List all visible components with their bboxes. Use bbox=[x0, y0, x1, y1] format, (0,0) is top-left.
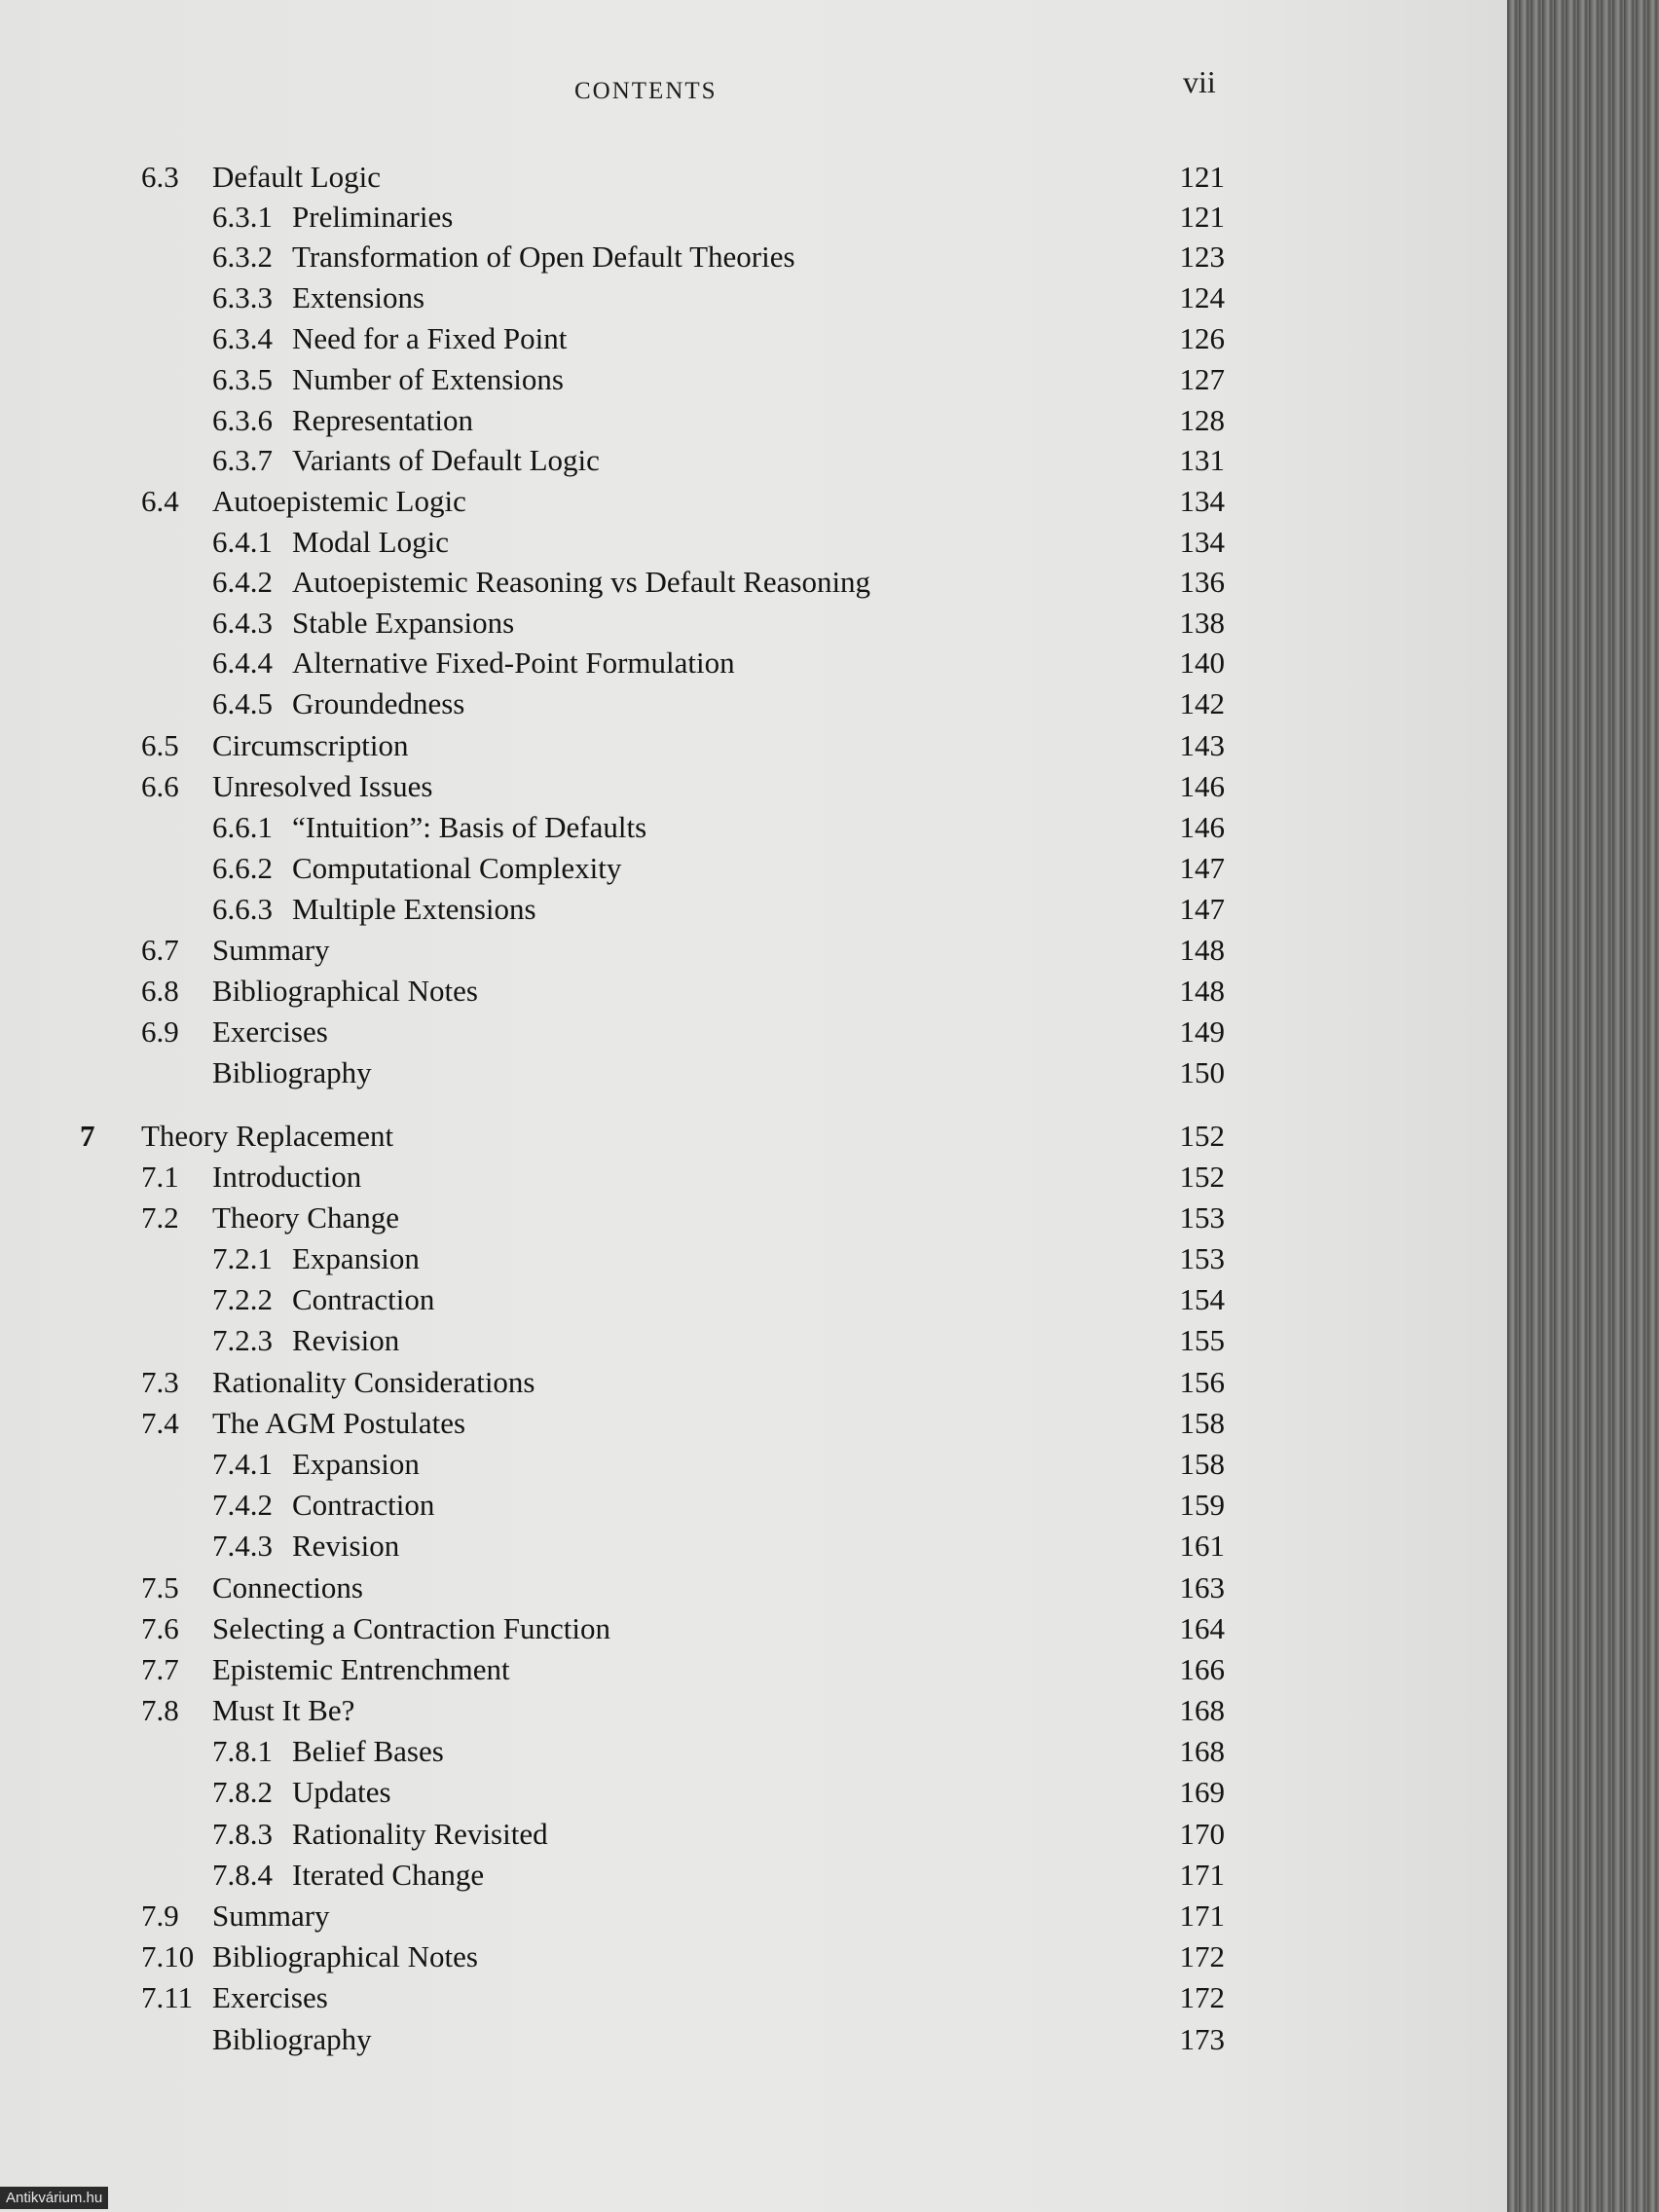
toc-entry-number: 6.4 bbox=[141, 484, 179, 518]
toc-entry-title: Summary bbox=[212, 1899, 330, 1933]
toc-entry-title: Rationality Revisited bbox=[292, 1817, 548, 1851]
toc-entry bbox=[0, 401, 1266, 440]
toc-entry bbox=[0, 1527, 1266, 1566]
toc-entry-number: 6.4.3 bbox=[212, 606, 273, 640]
toc-entry-page: 123 bbox=[1179, 240, 1225, 274]
running-head: CONTENTS bbox=[574, 78, 718, 104]
toc-entry-page: 152 bbox=[1179, 1119, 1225, 1153]
toc-entry-page: 168 bbox=[1179, 1734, 1225, 1768]
toc-entry bbox=[0, 1773, 1266, 1812]
toc-entry-title: Expansion bbox=[292, 1241, 420, 1275]
toc-entry-title: Introduction bbox=[212, 1160, 362, 1194]
toc-entry bbox=[0, 604, 1266, 643]
toc-entry-page: 142 bbox=[1179, 686, 1225, 720]
toc-entry-page: 173 bbox=[1179, 2022, 1225, 2056]
toc-entry bbox=[0, 158, 1266, 197]
toc-entry-number: 6.4.1 bbox=[212, 525, 273, 559]
toc-entry bbox=[0, 2020, 1266, 2059]
toc-entry-page: 153 bbox=[1179, 1200, 1225, 1235]
toc-entry-number: 7.2 bbox=[141, 1200, 179, 1235]
toc-entry-title: Autoepistemic Reasoning vs Default Reasoning bbox=[292, 565, 871, 599]
toc-entry bbox=[0, 1239, 1266, 1278]
toc-entry-title: Connections bbox=[212, 1570, 363, 1604]
toc-entry bbox=[0, 1978, 1266, 2017]
toc-entry-page: 127 bbox=[1179, 362, 1225, 396]
toc-entry bbox=[0, 1158, 1266, 1197]
toc-entry-page: 171 bbox=[1179, 1899, 1225, 1933]
toc-entry-title: Bibliographical Notes bbox=[212, 974, 478, 1008]
toc-entry-number: 6.7 bbox=[141, 933, 179, 967]
toc-entry-title: Revision bbox=[292, 1323, 400, 1357]
toc-entry-page: 121 bbox=[1179, 160, 1225, 194]
toc-entry-title: Must It Be? bbox=[212, 1693, 355, 1727]
toc-entry-title: Summary bbox=[212, 933, 330, 967]
toc-entry bbox=[0, 319, 1266, 358]
toc-entry bbox=[0, 1486, 1266, 1525]
toc-entry-page: 166 bbox=[1179, 1652, 1225, 1686]
toc-entry-number: 6.3.3 bbox=[212, 280, 273, 314]
toc-entry-page: 156 bbox=[1179, 1365, 1225, 1399]
toc-entry bbox=[0, 523, 1266, 562]
toc-entry-number: 6.6.1 bbox=[212, 810, 273, 844]
toc-entry bbox=[0, 1815, 1266, 1854]
toc-entry-page: 159 bbox=[1179, 1488, 1225, 1522]
toc-entry-title: Contraction bbox=[292, 1488, 435, 1522]
toc-entry-title: Variants of Default Logic bbox=[292, 443, 600, 477]
toc-entry-number: 6.3 bbox=[141, 160, 179, 194]
toc-entry-title: Theory Replacement bbox=[141, 1119, 394, 1153]
toc-entry-page: 172 bbox=[1179, 1939, 1225, 1973]
toc-entry-number: 7.8.1 bbox=[212, 1734, 273, 1768]
toc-entry bbox=[0, 931, 1266, 970]
toc-entry-page: 154 bbox=[1179, 1282, 1225, 1316]
toc-entry bbox=[0, 1013, 1266, 1051]
toc-entry-page: 147 bbox=[1179, 851, 1225, 885]
toc-entry-title: Need for a Fixed Point bbox=[292, 321, 568, 355]
toc-entry-number: 6.6 bbox=[141, 769, 179, 803]
toc-entry-number: 7.5 bbox=[141, 1570, 179, 1604]
toc-entry-title: Epistemic Entrenchment bbox=[212, 1652, 510, 1686]
toc-entry bbox=[0, 360, 1266, 399]
toc-entry-title: Extensions bbox=[292, 280, 425, 314]
toc-entry-title: The AGM Postulates bbox=[212, 1406, 466, 1440]
toc-entry-page: 143 bbox=[1179, 728, 1225, 762]
toc-entry-number: 6.5 bbox=[141, 728, 179, 762]
toc-entry-number: 6.3.1 bbox=[212, 200, 273, 234]
toc-entry-page: 148 bbox=[1179, 974, 1225, 1008]
toc-entry-page: 134 bbox=[1179, 484, 1225, 518]
toc-entry-title: Updates bbox=[292, 1775, 391, 1809]
toc-entry-title: Unresolved Issues bbox=[212, 769, 433, 803]
toc-entry bbox=[0, 890, 1266, 929]
toc-entry-number: 7.11 bbox=[141, 1980, 194, 2014]
toc-entry-number: 6.4.5 bbox=[212, 686, 273, 720]
toc-entry-number: 6.3.7 bbox=[212, 443, 273, 477]
toc-entry-page: 147 bbox=[1179, 892, 1225, 926]
toc-entry bbox=[0, 1053, 1266, 1092]
toc-entry-number: 6.8 bbox=[141, 974, 179, 1008]
toc-entry bbox=[0, 1404, 1266, 1443]
toc-entry-number: 7.3 bbox=[141, 1365, 179, 1399]
toc-entry-number: 6.3.5 bbox=[212, 362, 273, 396]
toc-entry-page: 126 bbox=[1179, 321, 1225, 355]
toc-entry-title: Stable Expansions bbox=[292, 606, 515, 640]
toc-entry-title: Multiple Extensions bbox=[292, 892, 536, 926]
toc-entry-title: Number of Extensions bbox=[292, 362, 564, 396]
toc-entry-page: 169 bbox=[1179, 1775, 1225, 1809]
toc-entry-number: 7.8.2 bbox=[212, 1775, 273, 1809]
toc-entry-number: 7.9 bbox=[141, 1899, 179, 1933]
toc-entry-page: 134 bbox=[1179, 525, 1225, 559]
toc-entry-number: 6.6.2 bbox=[212, 851, 273, 885]
page-number: vii bbox=[1183, 64, 1216, 99]
toc-entry bbox=[0, 1280, 1266, 1319]
toc-entry-number: 7.8.4 bbox=[212, 1858, 273, 1892]
toc-entry-page: 170 bbox=[1179, 1817, 1225, 1851]
toc-entry-page: 153 bbox=[1179, 1241, 1225, 1275]
toc-entry bbox=[0, 726, 1266, 765]
toc-entry-page: 131 bbox=[1179, 443, 1225, 477]
toc-entry-page: 171 bbox=[1179, 1858, 1225, 1892]
toc-entry bbox=[0, 198, 1266, 237]
toc-entry-title: Preliminaries bbox=[292, 200, 454, 234]
toc-entry-number: 7.10 bbox=[141, 1939, 195, 1973]
toc-entry bbox=[0, 1568, 1266, 1607]
toc-entry bbox=[0, 849, 1266, 888]
toc-entry bbox=[0, 1937, 1266, 1976]
toc-entry-title: Iterated Change bbox=[292, 1858, 485, 1892]
toc-entry-title: Modal Logic bbox=[292, 525, 449, 559]
toc-entry-number: 6.3.2 bbox=[212, 240, 273, 274]
toc-entry bbox=[0, 684, 1266, 723]
toc-entry-title: Alternative Fixed-Point Formulation bbox=[292, 645, 735, 680]
page-edge-stack bbox=[1507, 0, 1659, 2212]
toc-entry bbox=[0, 1856, 1266, 1895]
toc-entry-page: 121 bbox=[1179, 200, 1225, 234]
toc-entry-page: 128 bbox=[1179, 403, 1225, 437]
toc-entry-page: 164 bbox=[1179, 1611, 1225, 1645]
toc-entry-number: 6.9 bbox=[141, 1014, 179, 1049]
toc-entry-number: 6.3.4 bbox=[212, 321, 273, 355]
toc-entry bbox=[0, 1650, 1266, 1689]
toc-entry-number: 7.7 bbox=[141, 1652, 179, 1686]
toc-entry-number: 6.4.2 bbox=[212, 565, 273, 599]
toc-entry-page: 149 bbox=[1179, 1014, 1225, 1049]
toc-entry-title: Exercises bbox=[212, 1014, 328, 1049]
toc-entry-number: 7.1 bbox=[141, 1160, 179, 1194]
toc-entry-page: 138 bbox=[1179, 606, 1225, 640]
toc-entry-title: Exercises bbox=[212, 1980, 328, 2014]
toc-entry bbox=[0, 972, 1266, 1011]
toc-entry-page: 161 bbox=[1179, 1529, 1225, 1563]
toc-entry-number: 7.8 bbox=[141, 1693, 179, 1727]
toc-entry-page: 146 bbox=[1179, 769, 1225, 803]
toc-entry bbox=[0, 238, 1266, 276]
toc-entry-title: Groundedness bbox=[292, 686, 465, 720]
toc-entry-page: 158 bbox=[1179, 1406, 1225, 1440]
toc-entry-title: Selecting a Contraction Function bbox=[212, 1611, 610, 1645]
toc-entry bbox=[0, 1321, 1266, 1360]
toc-entry-number: 6.4.4 bbox=[212, 645, 273, 680]
toc-entry-title: Bibliography bbox=[212, 1055, 372, 1089]
toc-entry-number: 7.2.3 bbox=[212, 1323, 273, 1357]
toc-entry bbox=[0, 1897, 1266, 1936]
toc-entry-title: Contraction bbox=[292, 1282, 435, 1316]
toc-entry-title: Bibliography bbox=[212, 2022, 372, 2056]
toc-entry bbox=[0, 808, 1266, 847]
toc-entry-title: Representation bbox=[292, 403, 473, 437]
toc-entry-number: 7.4 bbox=[141, 1406, 179, 1440]
toc-entry-page: 172 bbox=[1179, 1980, 1225, 2014]
toc-entry-page: 136 bbox=[1179, 565, 1225, 599]
toc-entry bbox=[0, 441, 1266, 480]
toc-entry-number: 7.4.1 bbox=[212, 1447, 273, 1481]
toc-entry-title: Default Logic bbox=[212, 160, 382, 194]
toc-entry-number: 6.3.6 bbox=[212, 403, 273, 437]
toc-entry-title: Belief Bases bbox=[292, 1734, 444, 1768]
toc-entry bbox=[0, 1198, 1266, 1237]
toc-entry-title: Computational Complexity bbox=[292, 851, 622, 885]
toc-entry bbox=[0, 1445, 1266, 1484]
toc-entry bbox=[0, 1117, 1266, 1156]
toc-entry-title: Bibliographical Notes bbox=[212, 1939, 478, 1973]
toc-entry bbox=[0, 1609, 1266, 1648]
toc-entry bbox=[0, 1732, 1266, 1771]
toc-entry-title: Revision bbox=[292, 1529, 400, 1563]
toc-entry-page: 168 bbox=[1179, 1693, 1225, 1727]
toc-entry-title: Circumscription bbox=[212, 728, 409, 762]
toc-entry-title: Transformation of Open Default Theories bbox=[292, 240, 795, 274]
toc-entry-number: 7.4.2 bbox=[212, 1488, 273, 1522]
toc-entry-number: 7.8.3 bbox=[212, 1817, 273, 1851]
toc-entry-page: 163 bbox=[1179, 1570, 1225, 1604]
toc-entry-page: 140 bbox=[1179, 645, 1225, 680]
toc-entry-title: Theory Change bbox=[212, 1200, 399, 1235]
toc-entry-page: 158 bbox=[1179, 1447, 1225, 1481]
toc-entry bbox=[0, 1363, 1266, 1402]
toc-entry bbox=[0, 1691, 1266, 1730]
toc-entry-title: Autoepistemic Logic bbox=[212, 484, 466, 518]
toc-entry-page: 124 bbox=[1179, 280, 1225, 314]
toc-entry bbox=[0, 482, 1266, 521]
toc-entry-page: 146 bbox=[1179, 810, 1225, 844]
toc-entry-number: 7.2.1 bbox=[212, 1241, 273, 1275]
toc-entry bbox=[0, 278, 1266, 317]
watermark: Antikvárium.hu bbox=[0, 2187, 108, 2209]
toc-entry-page: 155 bbox=[1179, 1323, 1225, 1357]
toc-entry-title: “Intuition”: Basis of Defaults bbox=[292, 810, 647, 844]
toc-entry-number: 7.4.3 bbox=[212, 1529, 273, 1563]
toc-entry-number: 7 bbox=[80, 1119, 95, 1153]
toc-entry-number: 7.6 bbox=[141, 1611, 179, 1645]
toc-entry-number: 6.6.3 bbox=[212, 892, 273, 926]
toc-entry bbox=[0, 767, 1266, 806]
toc-entry-number: 7.2.2 bbox=[212, 1282, 273, 1316]
toc-entry-title: Expansion bbox=[292, 1447, 420, 1481]
toc-entry-title: Rationality Considerations bbox=[212, 1365, 535, 1399]
toc-entry-page: 148 bbox=[1179, 933, 1225, 967]
toc-entry-page: 152 bbox=[1179, 1160, 1225, 1194]
toc-entry-page: 150 bbox=[1179, 1055, 1225, 1089]
toc-entry bbox=[0, 644, 1266, 682]
toc-entry bbox=[0, 563, 1266, 602]
